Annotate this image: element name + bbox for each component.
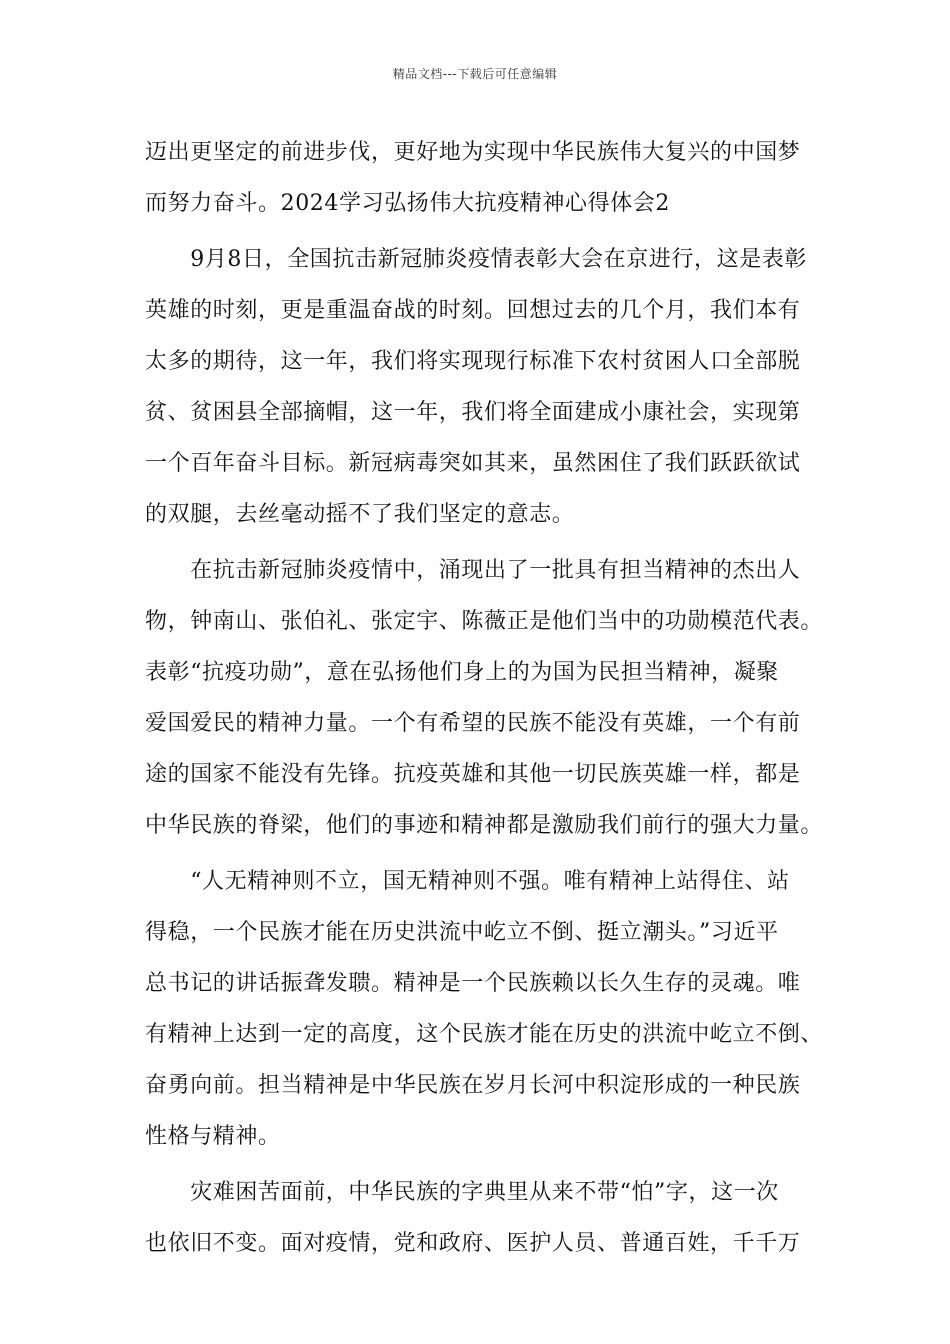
paragraph	[145, 1167, 811, 1269]
document-body	[145, 127, 824, 1269]
text-line: 有精神上达到一定的高度，这个民族才能在历史的洪流中屹立不倒、	[145, 1022, 824, 1047]
text-line: 总书记的讲话振聋发聩。精神是一个民族赖以长久生存的灵魂。唯	[145, 971, 801, 996]
text-line: “人无精神则不立，国无精神则不强。唯有精神上站得住、站	[145, 869, 790, 894]
text-line: 贫、贫困县全部摘帽，这一年，我们将全面建成小康社会，实现第	[145, 400, 801, 425]
paragraph	[145, 127, 811, 229]
text-line: 奋勇向前。担当精神是中华民族在岁月长河中积淀形成的一种民族	[145, 1073, 801, 1098]
text-line: 性格与精神。	[145, 1124, 281, 1149]
text-line: 英雄的时刻，更是重温奋战的时刻。回想过去的几个月，我们本有	[145, 298, 801, 323]
text-line: 而努力奋斗。2024学习弘扬伟大抗疫精神心得体会2	[145, 191, 670, 216]
paragraph	[145, 856, 824, 1162]
text-line: 在抗击新冠肺炎疫情中，涌现出了一批具有担当精神的杰出人	[145, 558, 801, 583]
text-line: 的双腿，去丝毫动摇不了我们坚定的意志。	[145, 502, 575, 527]
text-line: 得稳，一个民族才能在历史洪流中屹立不倒、挺立潮头。”习近平	[145, 920, 779, 945]
text-line: 一个百年奋斗目标。新冠病毒突如其来，虽然困住了我们跃跃欲试	[145, 451, 801, 476]
text-line: 也依旧不变。面对疫情，党和政府、医护人员、普通百姓，千千万	[145, 1231, 801, 1256]
text-line: 途的国家不能没有先锋。抗疫英雄和其他一切民族英雄一样，都是	[145, 762, 801, 787]
text-line: 迈出更坚定的前进步伐，更好地为实现中华民族伟大复兴的中国梦	[145, 140, 801, 165]
text-line: 爱国爱民的精神力量。一个有希望的民族不能没有英雄，一个有前	[145, 711, 801, 736]
paragraph	[145, 234, 811, 540]
text-line: 表彰“抗疫功勋”，意在弘扬他们身上的为国为民担当精神，凝聚	[145, 660, 779, 685]
text-line: 9月8日，全国抗击新冠肺炎疫情表彰大会在京进行，这是表彰	[145, 247, 807, 272]
text-line: 灾难困苦面前，中华民族的字典里从来不带“怕”字，这一次	[145, 1180, 779, 1205]
text-line: 太多的期待，这一年，我们将实现现行标准下农村贫困人口全部脱	[145, 349, 801, 374]
text-line: 物，钟南山、张伯礼、张定宇、陈薇正是他们当中的功勋模范代表。	[145, 609, 824, 634]
page-header: 精品文档---下载后可任意编辑	[392, 67, 558, 81]
text-line: 中华民族的脊梁，他们的事迹和精神都是激励我们前行的强大力量。	[145, 813, 824, 838]
paragraph	[145, 545, 824, 851]
